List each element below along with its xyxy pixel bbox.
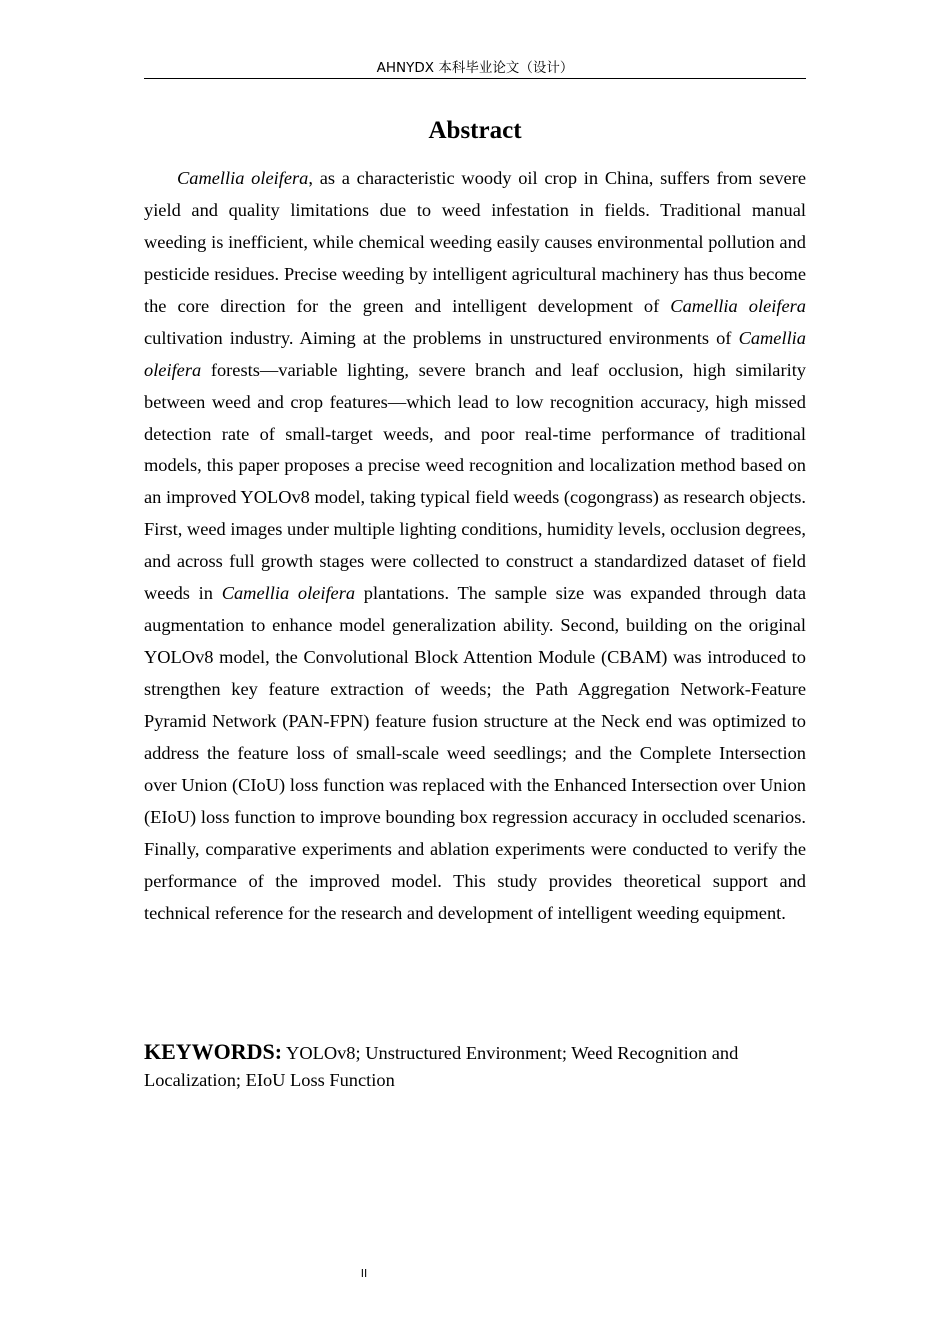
page-header: AHNYDX 本科毕业论文（设计）: [376, 60, 574, 76]
keywords: [144, 1038, 806, 1094]
abstract-segment: Camellia oleifera: [177, 168, 309, 188]
abstract-body: [144, 163, 806, 930]
abstract-segment: Camellia oleifera: [221, 583, 356, 604]
abstract-segment: forests—variable lighting, severe branch and leaf occlusion, high similarity between weed and crop features—which lead to low recognition accuracy, high missed detection rate of small-target weeds, and poor real-time performance of traditional models, this paper proposes a precise weed recognition and localization method based on an improved YOLOv8 model, taking typical field weeds (cogongrass) as research objects. First, weed images under multiple lighting conditions, humidity levels, occlusion degrees, and across full growth stages were collected to construct a standardized dataset of field weeds in: [144, 359, 806, 604]
abstract-title: Abstract: [428, 117, 522, 144]
page-number: II: [360, 1267, 368, 1280]
keywords-label: KEYWORDS:: [144, 1039, 283, 1064]
abstract-segment: , as a characteristic woody oil crop in China, suffers from severe yield and quality limitations due to weed infestation in fields. Traditional manual weeding is inefficient, while chemical weeding easily causes environmental pollution and pesticide residues. Precise weeding by intelligent agricultural machinery has thus become the core direction for the green and intelligent development of: [144, 168, 806, 316]
abstract-segment: cultivation industry. Aiming at the problems in unstructured environments of: [144, 327, 739, 348]
keywords-text: YOLOv8; Unstructured Environment; Weed Recognition and Localization; EIoU Loss Function: [144, 1043, 739, 1090]
header-rule: [144, 78, 806, 79]
abstract-segment: Camellia oleifera: [670, 295, 806, 316]
abstract-segment: plantations. The sample size was expanded through data augmentation to enhance model generalization ability. Second, building on the original YOLOv8 model, the Convolutional Block Attention Module (CBAM) was introduced to strengthen key feature extraction of weeds; the Path Aggregation Network-Feature Pyramid Network (PAN-FPN) feature fusion structure at the Neck end was optimized to address the feature loss of small-scale weed seedlings; and the Complete Intersection over Union (CIoU) loss function was replaced with the Enhanced Intersection over Union (EIoU) loss function to improve bounding box regression accuracy in occluded scenarios. Finally, comparative experiments and ablation experiments were conducted to verify the performance of the improved model. This study provides theoretical support and technical reference for the research and development of intelligent weeding equipment.: [144, 583, 806, 923]
abstract-segment: Camellia oleifera: [144, 327, 806, 380]
